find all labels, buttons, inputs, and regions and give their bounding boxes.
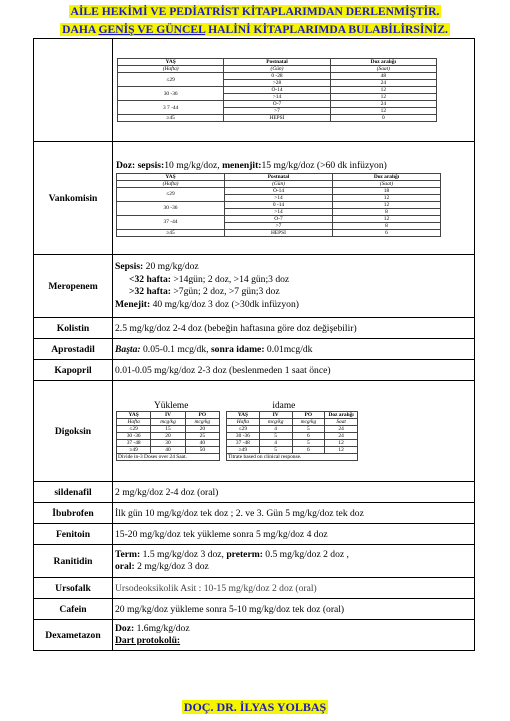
table-row: 37 -44 O-7 12 <box>117 215 441 222</box>
table-note: Titrate based on clinical response. <box>227 454 358 461</box>
drug-name: Cafein <box>34 599 113 620</box>
drug-dosage-table <box>33 38 475 651</box>
table-row: ≥49 5 6 12 <box>227 447 358 454</box>
digoksin-loading-table: YAŞ IV PO Hafta mcg/kg mcg/kg ≤29 15 20 30 -36 20 25 37 -48 30 40 ≥49 40 50 Divide in-3 Doses over 24 Saat. <box>116 411 220 461</box>
drug-dose: Ursodeoksikolik Asit : 10-15 mg/kg/doz 2 doz (oral) <box>113 578 475 599</box>
drug-name: Meropenem <box>34 255 113 318</box>
row-ibubrofen <box>34 503 475 524</box>
col-subheader: (Saat) <box>330 66 436 73</box>
author-name: DOÇ. DR. İLYAS YOLBAŞ <box>183 700 327 714</box>
drug-name-empty <box>34 39 113 142</box>
drug-name: İbubrofen <box>34 503 113 524</box>
row-vankomisin <box>34 142 475 255</box>
drug-dose: 2.5 mg/kg/doz 2-4 doz (bebeğin haftasına göre doz değişebilir) <box>113 318 475 339</box>
drug-dose: 0.01-0.05 mg/kg/doz 2-3 doz (beslenmeden 1 saat önce) <box>113 360 475 381</box>
col-header: Postnatal <box>224 59 330 66</box>
top-age-table <box>117 58 437 122</box>
drug-dose: 20 mg/kg/doz yükleme sonra 5-10 mg/kg/doz tek doz (oral) <box>113 599 475 620</box>
drug-name: Fenitoin <box>34 524 113 545</box>
drug-name: Kapopril <box>34 360 113 381</box>
drug-dose: İlk gün 10 mg/kg/doz tek doz ; 2. ve 3. Gün 5 mg/kg/doz tek doz <box>113 503 475 524</box>
row-kapopril <box>34 360 475 381</box>
drug-name: Aprostadil <box>34 339 113 360</box>
header-underlined-text: GENİŞ VE GÜNCEL <box>98 23 206 36</box>
drug-dose: Doz: 1.6mg/kg/doz Dart protokolü: <box>113 620 475 651</box>
drug-dose: Başta: 0.05-0.1 mcg/dk, sonra idame: 0.01mcg/dk <box>113 339 475 360</box>
col-header: YAŞ <box>118 59 224 66</box>
label-maintenance: idame <box>272 401 296 411</box>
row-kolistin <box>34 318 475 339</box>
header-line-1: AİLE HEKİMİ VE PEDİATRİST KİTAPLARIMDAN DERLENMİŞTİR. <box>70 5 440 18</box>
drug-dose: Term: 1.5 mg/kg/doz 3 doz, preterm: 0.5 mg/kg/doz 2 doz , oral: 2 mg/kg/doz 3 doz <box>113 545 475 578</box>
drug-name: Ranitidin <box>34 545 113 578</box>
table-row: 30 -36 O-14 12 <box>118 87 437 94</box>
row-digoksin <box>34 381 475 482</box>
table-row: >14 8 <box>117 208 441 215</box>
row-ranitidin <box>34 545 475 578</box>
table-row: ≤29 O-14 18 <box>117 187 441 194</box>
dart-protocol-label: Dart protokolü: <box>115 635 181 646</box>
table-row: ≥45 HEPSİ 0 <box>118 115 437 122</box>
drug-name: Digoksin <box>34 381 113 482</box>
table-row: 3 7 -44 O-7 24 <box>118 101 437 108</box>
header-line-2: DAHA GENİŞ VE GÜNCEL HALİNİ KİTAPLARIMDA BULABİLİRSİNİZ. <box>62 23 448 36</box>
table-row: ≥45 HEPSİ 6 <box>117 229 441 236</box>
row-aprostadil <box>34 339 475 360</box>
drug-dose: 2 mg/kg/doz 2-4 doz (oral) <box>113 482 475 503</box>
row-dexametazon <box>34 620 475 651</box>
drug-name: Vankomisin <box>34 142 113 255</box>
row-fenitoin <box>34 524 475 545</box>
page-header <box>0 2 510 38</box>
table-note: Divide in-3 Doses over 24 Saat. <box>117 454 220 461</box>
drug-name: Kolistin <box>34 318 113 339</box>
table-row: >7 8 <box>117 222 441 229</box>
row-cafein <box>34 599 475 620</box>
row-meropenem <box>34 255 475 318</box>
table-row: >7 12 <box>118 108 437 115</box>
table-row: 37 -48 30 40 <box>117 440 220 447</box>
page-footer <box>0 698 510 716</box>
drug-dose: Doz: sepsis:10 mg/kg/doz, menenjit:15 mg/kg/doz (>60 dk infüzyon) YAŞ Postnatal Doz aralığı (Hafta) (Gün) (Saat) ≤29 O-14 18 >14 12 30 -36 0 -14 12 >14 8 37 -44 O-7 12 >7 8 ≥45 HEPSİ 6 <box>113 142 475 255</box>
table-row: ≥49 40 50 <box>117 447 220 454</box>
table-row: ≤29 0 -28 48 <box>118 73 437 80</box>
drug-name: Ursofalk <box>34 578 113 599</box>
top-table-cell <box>113 39 475 142</box>
label-loading: Yükleme <box>154 401 189 411</box>
col-subheader: (Hafta) <box>118 66 224 73</box>
row-sildenafil <box>34 482 475 503</box>
row-ursofalk <box>34 578 475 599</box>
drug-dose: Sepsis: 20 mg/kg/doz <32 hafta: >14gün; 2 doz, >14 gün;3 doz >32 hafta: >7gün; 2 doz, >7 gün;3 doz Menejit: 40 mg/kg/doz 3 doz (>30dk infüzyon) <box>113 255 475 318</box>
table-row: 30 -36 0 -14 12 <box>117 201 441 208</box>
table-row: 30 -36 20 25 <box>117 433 220 440</box>
table-row: >28 24 <box>118 80 437 87</box>
drug-name: sildenafil <box>34 482 113 503</box>
table-row: 37 -48 4 5 12 <box>227 440 358 447</box>
table-row: >14 12 <box>118 94 437 101</box>
drug-dose: 15-20 mg/kg/doz tek yükleme sonra 5 mg/kg/doz 4 doz <box>113 524 475 545</box>
vankomisin-age-table: YAŞ Postnatal Doz aralığı (Hafta) (Gün) (Saat) ≤29 O-14 18 >14 12 30 -36 0 -14 12 >14 8 37 -44 O-7 12 >7 8 ≥45 HEPSİ 6 <box>116 173 441 237</box>
table-row: >14 12 <box>117 194 441 201</box>
table-row: ≤29 4 5 24 <box>227 426 358 433</box>
digoksin-maintenance-table: YAŞ IV PO Doz aralığı Hafta mcg/kg mcg/kg Saat ≤29 4 5 24 30 -36 5 6 24 37 -48 4 5 12 ≥49 5 6 12 Titrate based on clinical response. <box>226 411 358 461</box>
table-row: 30 -36 5 6 24 <box>227 433 358 440</box>
col-header: Doz aralığı <box>330 59 436 66</box>
drug-dose <box>113 381 475 482</box>
row-top-table <box>34 39 475 142</box>
drug-name: Dexametazon <box>34 620 113 651</box>
table-row: ≤29 15 20 <box>117 426 220 433</box>
col-subheader: (Gün) <box>224 66 330 73</box>
